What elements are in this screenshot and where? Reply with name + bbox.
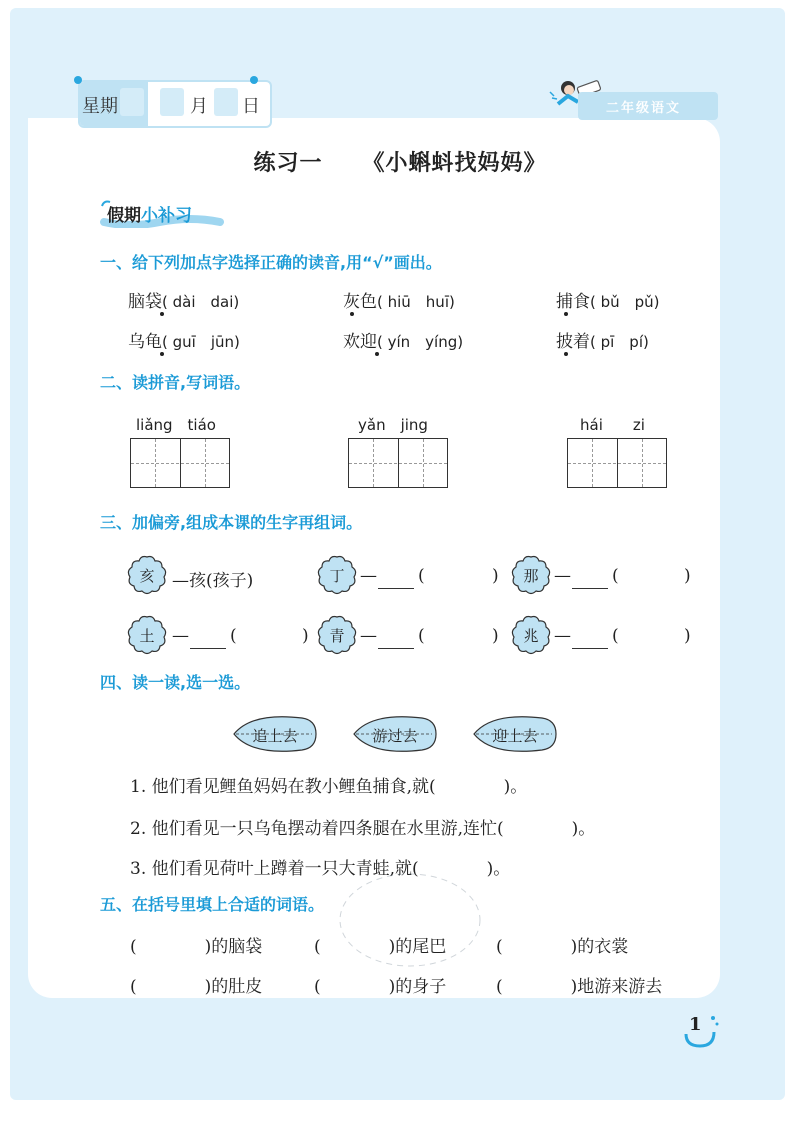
answer-blank[interactable]: [378, 588, 414, 589]
title-exercise: 练习一: [253, 151, 323, 176]
pinyin-label: hái zi: [580, 416, 645, 434]
day-blank[interactable]: [214, 88, 238, 116]
section3-heading: 三、加偏旁,组成本课的生字再组词。: [100, 513, 363, 532]
item-word: 灰色( hiū huī): [343, 292, 455, 312]
pinyin-label: yǎn jing: [358, 416, 428, 434]
item-word: 乌龟( guī jūn): [128, 332, 240, 352]
paren-close: ): [492, 566, 499, 586]
fill-item[interactable]: ( )的肚皮: [130, 977, 263, 997]
paren-close: ): [492, 626, 499, 646]
dash: —: [360, 626, 377, 646]
writing-grid[interactable]: [130, 438, 230, 488]
weekday-blank[interactable]: [120, 88, 144, 116]
answer-blank[interactable]: [572, 588, 608, 589]
emphasis-dot: [160, 352, 164, 356]
paren-close: ): [302, 626, 309, 646]
dash: —: [554, 626, 571, 646]
radical-char: 亥: [139, 567, 155, 585]
item-word: 捕食( bǔ pǔ): [556, 292, 660, 312]
radical-char: 青: [329, 627, 345, 645]
answer-blank[interactable]: [190, 648, 226, 649]
section5-heading: 五、在括号里填上合适的词语。: [100, 895, 325, 914]
weekday-label: 星期: [82, 96, 118, 117]
fill-item[interactable]: ( )的尾巴: [314, 937, 447, 957]
dash: —: [360, 566, 377, 586]
section2-heading: 二、读拼音,写词语。: [100, 373, 251, 392]
stamp-watermark: [330, 865, 490, 975]
section4-heading: 四、读一读,选一选。: [100, 673, 251, 692]
pin-icon: [250, 76, 258, 84]
writing-grid[interactable]: [567, 438, 667, 488]
badge-part1: 假期: [107, 206, 141, 226]
radical-char: 兆: [523, 627, 539, 645]
option-label[interactable]: 游过去: [372, 727, 418, 745]
radical-char: 丁: [329, 567, 345, 585]
paren-open: (: [418, 566, 425, 586]
fill-item[interactable]: ( )的脑袋: [130, 937, 263, 957]
month-blank[interactable]: [160, 88, 184, 116]
emphasis-dot: [564, 312, 568, 316]
fill-item[interactable]: ( )地游来游去: [496, 977, 663, 997]
writing-grid[interactable]: [348, 438, 448, 488]
answer-blank[interactable]: [572, 648, 608, 649]
item-word: 披着( pī pí): [556, 332, 649, 352]
section1-heading: 一、给下列加点字选择正确的读音,用“√”画出。: [100, 253, 442, 272]
pinyin-label: liǎng tiáo: [136, 416, 216, 434]
dash: —: [172, 626, 189, 646]
radical-char: 土: [139, 627, 155, 645]
emphasis-dot: [564, 352, 568, 356]
sentence[interactable]: 1. 他们看见鲤鱼妈妈在教小鲤鱼捕食,就( )。: [130, 777, 528, 797]
day-label: 日: [242, 96, 260, 117]
fill-item[interactable]: ( )的身子: [314, 977, 447, 997]
badge-label: [107, 201, 192, 226]
example-answer: —孩(孩子): [172, 571, 254, 591]
paren-open: (: [418, 626, 425, 646]
page-title: [0, 146, 800, 177]
badge-part2: 小补习: [141, 206, 192, 226]
item-word: 欢迎( yín yíng): [343, 332, 464, 352]
emphasis-dot: [160, 312, 164, 316]
paren-close: ): [684, 626, 691, 646]
paren-open: (: [612, 566, 619, 586]
paren-open: (: [612, 626, 619, 646]
title-lesson: 《小蝌蚪找妈妈》: [362, 151, 547, 176]
sentence[interactable]: 3. 他们看见荷叶上蹲着一只大青蛙,就( )。: [130, 859, 511, 879]
paren-close: ): [684, 566, 691, 586]
grade-tag: 二年级语文: [606, 101, 682, 116]
option-label[interactable]: 迎上去: [492, 727, 538, 745]
fill-item[interactable]: ( )的衣裳: [496, 937, 629, 957]
paren-open: (: [230, 626, 237, 646]
option-label[interactable]: 追上去: [252, 727, 298, 745]
item-word: 脑袋( dài dai): [128, 292, 240, 312]
dash: —: [554, 566, 571, 586]
radical-char: 那: [523, 567, 539, 585]
emphasis-dot: [375, 352, 379, 356]
emphasis-dot: [350, 312, 354, 316]
pin-icon: [74, 76, 82, 84]
answer-blank[interactable]: [378, 648, 414, 649]
page-number: 1: [689, 1014, 702, 1035]
sentence[interactable]: 2. 他们看见一只乌龟摆动着四条腿在水里游,连忙( )。: [130, 819, 596, 839]
month-label: 月: [190, 96, 208, 117]
